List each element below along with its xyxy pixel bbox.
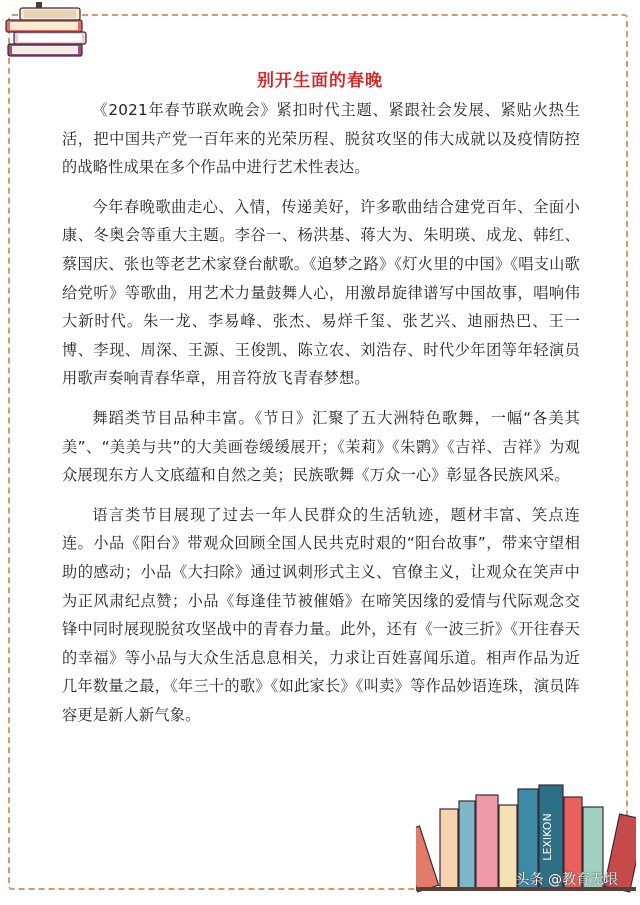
paragraph-language: 语言类节目展现了过去一年人民群众的生活轨迹，题材丰富、笑点连连。小品《阳台》带观众回顾全国人民共克时艰的“阳台故事”，带来守望相助的感动；小品《大扫除》通过讽刺形式主义、官僚主义，让观众在笑声中为正风肃纪点赞；小品《每逢佳节被催婚》在啼笑因缘的爱情与代际观念交锋中同时展现脱贫攻坚战中的青春力量。此外，还有《一波三折》《开往春天的幸福》等小品与大众生活息息相关，力求让百姓喜闻乐道。相声作品为近几年数量之最，《年三十的歌》《如此家长》《叫卖》等作品妙语连珠，演员阵容更是新人新气象。 [62,505,580,724]
paragraph-intro: 《2021年春节联欢晚会》紧扣时代主题、紧跟社会发展、紧贴火热生活，把中国共产党一百年来的光荣历程、脱贫攻坚的伟大成就以及疫情防控的战略性成果在多个作品中进行艺术性表达。 [62,101,580,177]
spine-text: LEXIKON [541,813,554,861]
watermark-text: 头条 @教育无垠 [515,872,618,888]
paragraph-songs: 今年春晚歌曲走心、入情，传递美好，许多歌曲结合建党百年、全面小康、冬奥会等重大主题。李谷一、杨洪基、蒋大为、朱明瑛、成龙、韩红、蔡国庆、张也等老艺术家登台献歌。《追梦之路》《灯火里的中国》《唱支山歌给党听》等歌曲，用艺术力量鼓舞人心，用激昂旋律谱写中国故事，唱响伟大新时代。朱一龙、李易峰、张杰、易烊千玺、张艺兴、迪丽热巴、王一博、李现、周深、王源、王俊凯、陈立农、刘浩存、时代少年团等年轻演员用歌声奏响青春华章，用音符放飞青春梦想。 [62,197,580,388]
stacked-books-icon [2,0,94,64]
article-title: 别开生面的春晚 [257,71,383,91]
paragraph-dance: 舞蹈类节目品种丰富。《节日》汇聚了五大洲特色歌舞，一幅“各美其美”、“美美与共”的大美画卷缓缓展开；《茉莉》《朱鹮》《吉祥、吉祥》为观众展现东方人文底蕴和自然之美；民族歌舞《万众一心》彰显各民族风采。 [62,408,580,485]
article-body [62,96,580,740]
